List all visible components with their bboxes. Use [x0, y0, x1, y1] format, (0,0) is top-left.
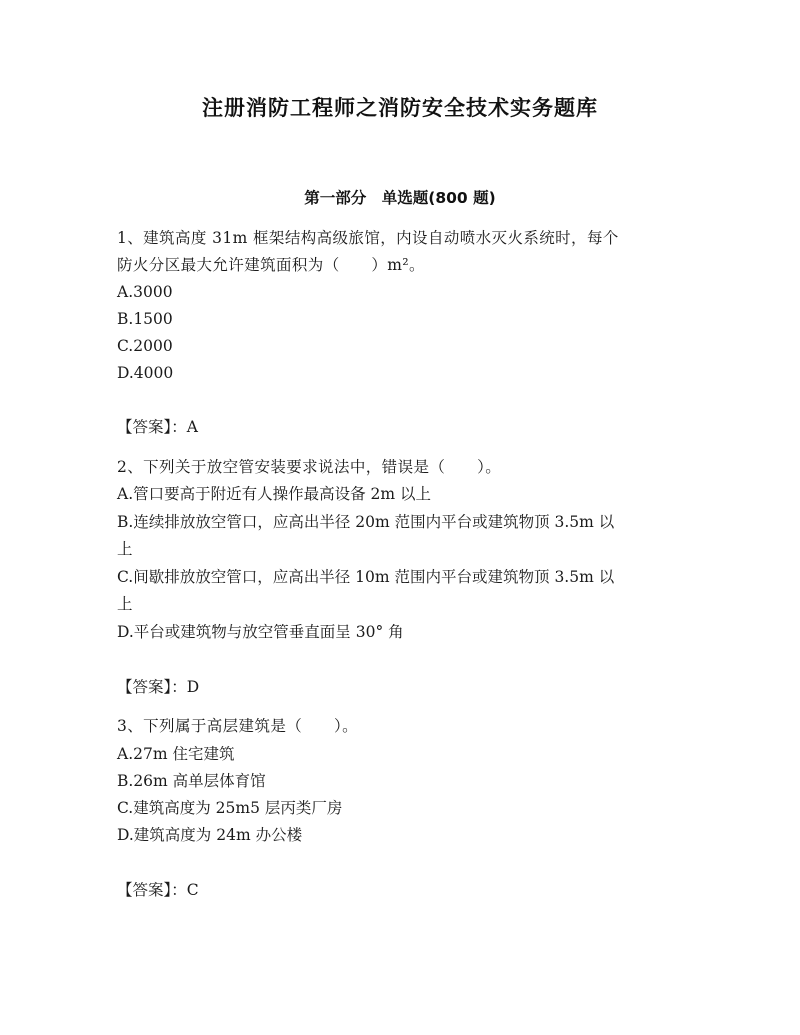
question-2-option-c-line-2: 上: [117, 595, 133, 613]
question-1-stem-line-2: 防火分区最大允许建筑面积为（ ）m²。: [117, 256, 425, 274]
question-2-option-a: A.管口要高于附近有人操作最高设备 2m 以上: [117, 485, 432, 503]
question-3-option-a: A.27m 住宅建筑: [117, 745, 235, 763]
question-3-option-d: D.建筑高度为 24m 办公楼: [117, 826, 303, 844]
question-1-option-b: B.1500: [117, 310, 173, 328]
question-3-option-c: C.建筑高度为 25m5 层丙类厂房: [117, 799, 343, 817]
question-3-stem-line-1: 3、下列属于高层建筑是（ ）。: [117, 717, 359, 735]
question-1-stem-line-1: 1、建筑高度 31m 框架结构高级旅馆，内设自动喷水灭火系统时，每个: [117, 229, 619, 247]
question-2-option-d: D.平台或建筑物与放空管垂直面呈 30° 角: [117, 623, 404, 641]
question-3-answer: 【答案】：C: [117, 881, 199, 899]
question-1-option-d: D.4000: [117, 364, 174, 382]
question-2-stem-line-1: 2、下列关于放空管安装要求说法中，错误是（ ）。: [117, 458, 502, 476]
question-2-answer: 【答案】：D: [117, 678, 200, 696]
question-1-option-a: A.3000: [117, 283, 173, 301]
section-title: 第一部分 单选题(800 题): [304, 189, 496, 207]
question-3-option-b: B.26m 高单层体育馆: [117, 772, 266, 790]
question-2-option-b-line-1: B.连续排放放空管口，应高出半径 20m 范围内平台或建筑物顶 3.5m 以: [117, 513, 615, 531]
question-1-answer: 【答案】：A: [117, 418, 198, 436]
question-2-option-b-line-2: 上: [117, 540, 133, 558]
question-2-option-c-line-1: C.间歇排放放空管口，应高出半径 10m 范围内平台或建筑物顶 3.5m 以: [117, 568, 615, 586]
document-title: 注册消防工程师之消防安全技术实务题库: [202, 96, 598, 120]
question-1-option-c: C.2000: [117, 337, 173, 355]
